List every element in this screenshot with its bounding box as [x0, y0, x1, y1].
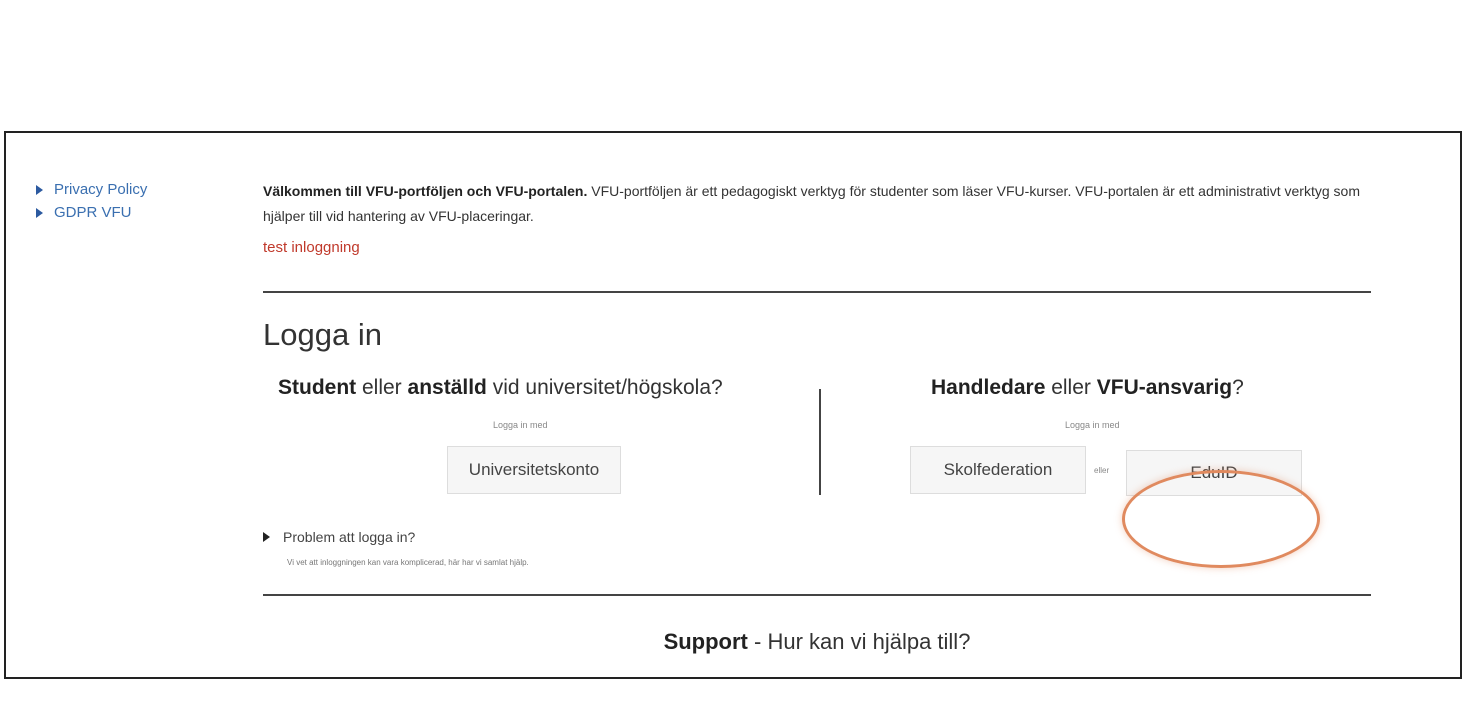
login-title: Logga in [263, 317, 382, 352]
student-heading-bold-2: anställd [407, 376, 487, 399]
sidebar-item-gdpr-vfu[interactable] [36, 204, 147, 221]
sidebar-item-label: Privacy Policy [54, 181, 148, 198]
login-with-note: Logga in med [1065, 420, 1120, 430]
column-divider [819, 389, 821, 495]
supervisor-heading-bold-2: VFU-ansvarig [1096, 376, 1233, 399]
supervisor-heading-bold: Handledare [931, 376, 1046, 399]
student-heading [278, 376, 723, 400]
sidebar-item-privacy-policy[interactable] [36, 181, 147, 198]
student-heading-text-2: vid universitet/högskola? [486, 376, 723, 399]
login-problem-description: Vi vet att inloggningen kan vara komplicerad, här har vi samlat hjälp. [287, 558, 529, 567]
support-heading [263, 629, 1371, 655]
triangle-right-icon [36, 208, 43, 218]
test-login-link[interactable]: test inloggning [263, 239, 360, 256]
supervisor-heading-text: eller [1045, 376, 1097, 399]
or-text: eller [1094, 466, 1110, 475]
student-heading-text: eller [356, 376, 408, 399]
main-content [263, 179, 1371, 654]
triangle-right-icon [263, 532, 270, 542]
divider [263, 594, 1371, 596]
login-problem-toggle[interactable] [263, 529, 415, 545]
divider [263, 291, 1371, 293]
login-problem-label: Problem att logga in? [283, 529, 416, 545]
intro-bold: Välkommen till VFU-portföljen och VFU-portalen. [263, 183, 588, 199]
support-bold: Support [663, 629, 748, 654]
intro-text [263, 179, 1371, 229]
student-heading-bold: Student [278, 376, 357, 399]
sidebar-item-label: GDPR VFU [54, 204, 132, 221]
support-text: - Hur kan vi hjälpa till? [747, 629, 971, 654]
skolfederation-button[interactable]: Skolfederation [910, 446, 1086, 494]
triangle-right-icon [36, 185, 43, 195]
page-frame [4, 131, 1462, 679]
sidebar [36, 181, 147, 227]
eduid-button[interactable]: EduID [1126, 450, 1302, 496]
supervisor-heading-text-2: ? [1232, 376, 1244, 399]
supervisor-heading [931, 376, 1244, 400]
intro-body: VFU-portföljen är ett pedagogiskt verktyg för studenter som läser VFU-kurser. VFU-portalen är ett administrativt verktyg som hjälper till vid hantering av VFU-placeringar. [263, 183, 1360, 224]
university-account-button[interactable]: Universitetskonto [447, 446, 621, 494]
login-with-note: Logga in med [493, 420, 548, 430]
